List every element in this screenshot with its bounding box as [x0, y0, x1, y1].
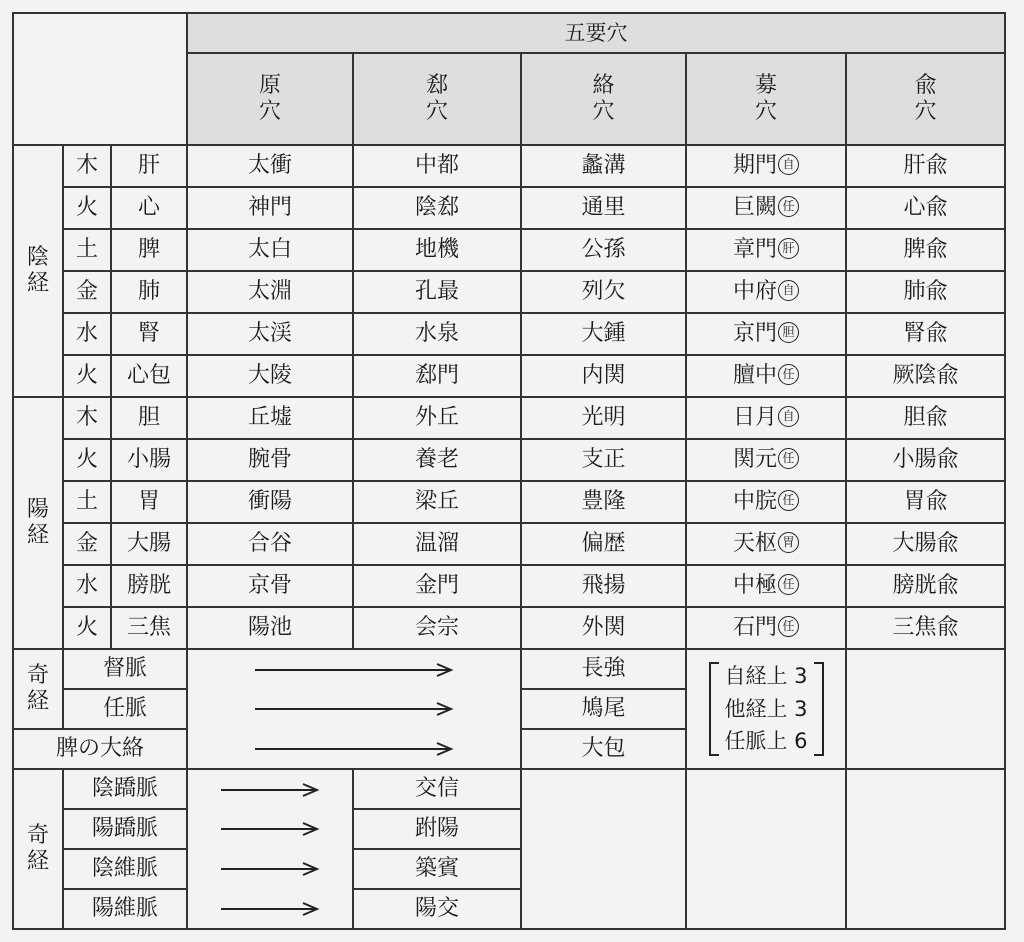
luo-cell: 通里: [521, 187, 686, 229]
vessel-name-cell: 任脈: [63, 689, 187, 729]
xi-cell: 交信: [353, 769, 521, 809]
organ-cell: 大腸: [111, 523, 187, 565]
meridian-mark: 胃: [778, 532, 799, 553]
col-header-gen: 原 穴: [187, 53, 353, 145]
luo-cell: 大包: [521, 729, 686, 769]
luo-cell: 蠡溝: [521, 145, 686, 187]
right-arrow-icon: [249, 742, 459, 756]
table-row: [13, 649, 1005, 689]
organ-cell: 腎: [111, 313, 187, 355]
corner-cell: [13, 13, 187, 145]
vessel-name-cell: 陽維脈: [63, 889, 187, 929]
element-cell: 水: [63, 565, 111, 607]
yin-label: 陰 経: [13, 145, 63, 397]
shu-cell: 厥陰兪: [846, 355, 1005, 397]
gen-cell: 合谷: [187, 523, 353, 565]
empty-cell: [686, 769, 846, 929]
col-header-luo: 絡 穴: [521, 53, 686, 145]
shu-cell: 大腸兪: [846, 523, 1005, 565]
xi-cell: 養老: [353, 439, 521, 481]
mu-cell: 中極 任: [686, 565, 846, 607]
xi-cell: 会宗: [353, 607, 521, 649]
element-cell: 火: [63, 355, 111, 397]
meridian-mark: 自: [778, 406, 799, 427]
organ-cell: 三焦: [111, 607, 187, 649]
arrow-cell: [187, 649, 521, 689]
gen-cell: 腕骨: [187, 439, 353, 481]
empty-cell: [846, 649, 1005, 769]
meridian-mark: 肝: [778, 238, 799, 259]
element-cell: 水: [63, 313, 111, 355]
arrow-cell: [187, 689, 521, 729]
right-arrow-icon: [215, 783, 325, 797]
shu-cell: 心兪: [846, 187, 1005, 229]
luo-cell: 支正: [521, 439, 686, 481]
group-header: 五要穴: [187, 13, 1005, 53]
mu-cell: 京門 胆: [686, 313, 846, 355]
gen-cell: 太衝: [187, 145, 353, 187]
gen-cell: 神門: [187, 187, 353, 229]
right-arrow-icon: [215, 822, 325, 836]
yang-label: 陽 経: [13, 397, 63, 649]
table-row: [13, 769, 1005, 809]
arrow-cell: [187, 769, 353, 809]
mu-cell: 期門 自: [686, 145, 846, 187]
meridian-mark: 任: [778, 196, 799, 217]
gen-cell: 京骨: [187, 565, 353, 607]
mu-cell: 石門 任: [686, 607, 846, 649]
kikei-label: 奇 経: [13, 649, 63, 729]
meridian-mark: 自: [778, 280, 799, 301]
five-essential-points-table: [12, 12, 1006, 930]
element-cell: 土: [63, 229, 111, 271]
arrow-cell: [187, 849, 353, 889]
organ-cell: 肝: [111, 145, 187, 187]
meridian-mark: 任: [778, 490, 799, 511]
element-cell: 金: [63, 523, 111, 565]
right-arrow-icon: [215, 862, 325, 876]
luo-cell: 長強: [521, 649, 686, 689]
meridian-mark: 胆: [778, 322, 799, 343]
meridian-mark: 自: [778, 154, 799, 175]
col-header-shu: 兪 穴: [846, 53, 1005, 145]
table-row: [13, 229, 1005, 271]
luo-cell: 豊隆: [521, 481, 686, 523]
table-row: [13, 271, 1005, 313]
mu-note-cell: [686, 649, 846, 769]
arrow-cell: [187, 809, 353, 849]
xi-cell: 梁丘: [353, 481, 521, 523]
element-cell: 木: [63, 145, 111, 187]
gen-cell: 衝陽: [187, 481, 353, 523]
gen-cell: 丘墟: [187, 397, 353, 439]
meridian-mark: 任: [778, 448, 799, 469]
organ-cell: 膀胱: [111, 565, 187, 607]
luo-cell: 公孫: [521, 229, 686, 271]
luo-cell: 鳩尾: [521, 689, 686, 729]
organ-cell: 心: [111, 187, 187, 229]
xi-cell: 温溜: [353, 523, 521, 565]
vessel-name-cell: 陰蹻脈: [63, 769, 187, 809]
mu-cell: 関元 任: [686, 439, 846, 481]
mu-cell: 天枢 胃: [686, 523, 846, 565]
organ-cell: 小腸: [111, 439, 187, 481]
mu-cell: 巨闕 任: [686, 187, 846, 229]
element-cell: 火: [63, 607, 111, 649]
table-row: [13, 481, 1005, 523]
organ-cell: 肺: [111, 271, 187, 313]
table-row: [13, 355, 1005, 397]
shu-cell: 三焦兪: [846, 607, 1005, 649]
shu-cell: 肺兪: [846, 271, 1005, 313]
mu-cell: 中府 自: [686, 271, 846, 313]
right-arrow-icon: [249, 663, 459, 677]
table-row: [13, 607, 1005, 649]
element-cell: 火: [63, 439, 111, 481]
xi-cell: 陰郄: [353, 187, 521, 229]
xi-cell: 中都: [353, 145, 521, 187]
shu-cell: 胆兪: [846, 397, 1005, 439]
shu-cell: 肝兪: [846, 145, 1005, 187]
shu-cell: 膀胱兪: [846, 565, 1005, 607]
table-row: [13, 313, 1005, 355]
col-header-xi: 郄 穴: [353, 53, 521, 145]
gen-cell: 太渓: [187, 313, 353, 355]
right-arrow-icon: [249, 702, 459, 716]
luo-cell: 偏歴: [521, 523, 686, 565]
arrow-cell: [187, 889, 353, 929]
empty-cell: [521, 769, 686, 929]
element-cell: 金: [63, 271, 111, 313]
right-arrow-icon: [215, 902, 325, 916]
meridian-mark: 任: [778, 574, 799, 595]
mu-cell: 章門 肝: [686, 229, 846, 271]
xi-cell: 孔最: [353, 271, 521, 313]
table-row: [13, 439, 1005, 481]
arrow-cell: [187, 729, 521, 769]
table-row: [13, 145, 1005, 187]
gen-cell: 陽池: [187, 607, 353, 649]
vessel-name-cell: 督脈: [63, 649, 187, 689]
luo-cell: 大鍾: [521, 313, 686, 355]
gen-cell: 太淵: [187, 271, 353, 313]
luo-cell: 列欠: [521, 271, 686, 313]
shu-cell: 脾兪: [846, 229, 1005, 271]
table-row: [13, 523, 1005, 565]
meridian-mark: 任: [778, 364, 799, 385]
vessel-name-cell: 脾の大絡: [13, 729, 187, 769]
element-cell: 土: [63, 481, 111, 523]
kikei-label: 奇 経: [13, 769, 63, 929]
organ-cell: 胃: [111, 481, 187, 523]
organ-cell: 胆: [111, 397, 187, 439]
luo-cell: 内関: [521, 355, 686, 397]
shu-cell: 腎兪: [846, 313, 1005, 355]
xi-cell: 築賓: [353, 849, 521, 889]
shu-cell: 胃兪: [846, 481, 1005, 523]
vessel-name-cell: 陽蹻脈: [63, 809, 187, 849]
luo-cell: 飛揚: [521, 565, 686, 607]
mu-cell: 膻中 任: [686, 355, 846, 397]
mu-cell: 日月 自: [686, 397, 846, 439]
xi-cell: 陽交: [353, 889, 521, 929]
gen-cell: 太白: [187, 229, 353, 271]
empty-cell: [846, 769, 1005, 929]
luo-cell: 光明: [521, 397, 686, 439]
organ-cell: 心包: [111, 355, 187, 397]
gen-cell: 大陵: [187, 355, 353, 397]
table-row: [13, 397, 1005, 439]
mu-note-bracket: 自経上 3 他経上 3 任脈上 6: [709, 658, 824, 760]
table-row: [13, 187, 1005, 229]
meridian-mark: 任: [778, 616, 799, 637]
xi-cell: 地機: [353, 229, 521, 271]
xi-cell: 外丘: [353, 397, 521, 439]
xi-cell: 跗陽: [353, 809, 521, 849]
element-cell: 木: [63, 397, 111, 439]
table-row: [13, 565, 1005, 607]
xi-cell: 金門: [353, 565, 521, 607]
col-header-mu: 募 穴: [686, 53, 846, 145]
vessel-name-cell: 陰維脈: [63, 849, 187, 889]
mu-cell: 中脘 任: [686, 481, 846, 523]
organ-cell: 脾: [111, 229, 187, 271]
element-cell: 火: [63, 187, 111, 229]
xi-cell: 水泉: [353, 313, 521, 355]
luo-cell: 外関: [521, 607, 686, 649]
xi-cell: 郄門: [353, 355, 521, 397]
shu-cell: 小腸兪: [846, 439, 1005, 481]
